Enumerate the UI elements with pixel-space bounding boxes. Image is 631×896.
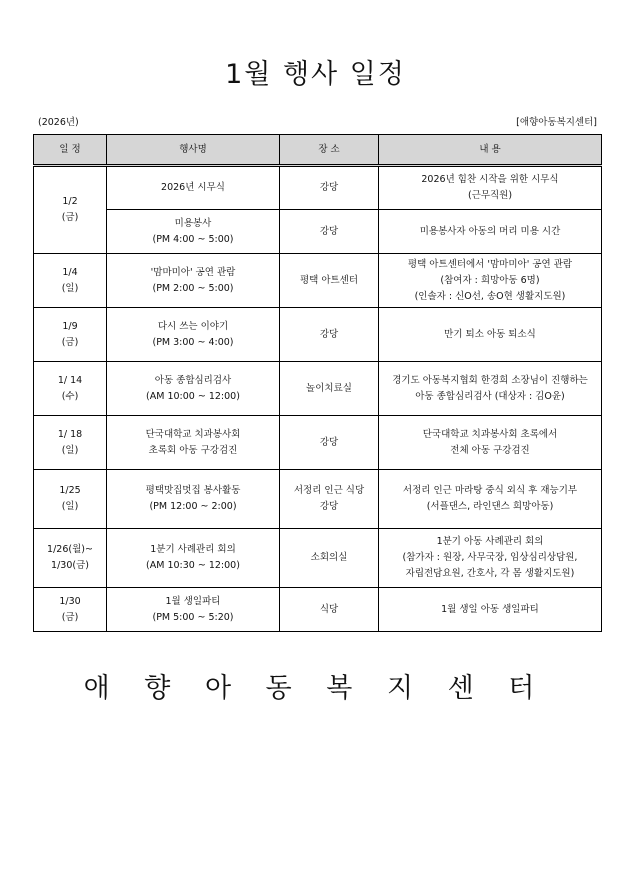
date-line: (일) [61,444,79,456]
schedule-body [34,166,602,632]
content-line: 1분기 아동 사례관리 회의 [436,536,544,547]
date-cell [34,529,107,588]
event-cell [107,254,280,308]
content-cell [379,254,602,308]
date-line: 1/25 [59,485,81,496]
content-line: 평택 아트센터에서 '맘마미아' 공연 관람 [407,258,573,270]
content-line: 만기 퇴소 아동 퇴소식 [444,328,536,340]
content-line: 단국대학교 치과봉사회 초록에서 [422,428,558,440]
content-cell [379,416,602,470]
place-line: 강당 [319,501,339,512]
place-line: 강당 [319,436,339,448]
place-line: 강당 [319,328,339,340]
event-cell [107,166,280,210]
column-header-date: 일 정 [34,135,107,166]
event-cell [107,362,280,416]
event-line: (AM 10:00 ~ 12:00) [146,390,240,402]
place-cell [280,362,379,416]
date-line: (일) [61,501,79,512]
schedule-table [33,134,602,632]
place-line: 강당 [319,182,339,193]
content-line: (참여자 : 희망아동 6명) [440,274,540,286]
date-cell [34,588,107,632]
meta-row [34,114,601,128]
event-cell [107,470,280,529]
date-line: (일) [61,282,79,294]
place-line: 소회의실 [310,552,348,563]
event-line: (AM 10:30 ~ 12:00) [146,560,240,571]
event-line: 1분기 사례관리 회의 [150,544,236,555]
content-line: 1월 생일 아동 생일파티 [441,603,539,615]
table-row [34,588,602,632]
date-line: 1/ 18 [57,428,83,440]
table-row [34,529,602,588]
date-line: (수) [61,390,79,402]
date-line: 1/26(월)~ [47,544,93,555]
content-line: 전체 아동 구강검진 [450,444,530,456]
date-cell [34,470,107,529]
content-cell [379,210,602,254]
event-line: '맘마미아' 공연 관람 [150,266,236,278]
date-cell [34,416,107,470]
date-cell [34,254,107,308]
content-line: 미용봉사자 아동의 머리 미용 시간 [419,225,561,237]
content-cell [379,588,602,632]
content-cell [379,362,602,416]
table-row [34,416,602,470]
event-cell [107,416,280,470]
table-row [34,166,602,210]
table-row [34,210,602,254]
organization-label: [애향아동복지센터] [516,117,597,128]
content-line: 경기도 아동복지협회 한경희 소장님이 진행하는 [392,374,588,386]
table-row [34,470,602,529]
table-row [34,362,602,416]
date-line: 1/30 [59,595,81,607]
content-line: 서정리 인근 마라탕 중식 외식 후 재능기부 [402,485,578,496]
event-line: 단국대학교 치과봉사회 [145,428,241,440]
place-cell [280,588,379,632]
place-cell [280,166,379,210]
footer-organization-name: 애 향 아 동 복 지 센 터 [83,673,548,704]
place-cell [280,529,379,588]
content-cell [379,308,602,362]
event-line: 초록회 아동 구강검진 [148,444,238,456]
date-line: (금) [61,336,79,348]
place-line: 식당 [319,603,339,615]
date-line: (금) [61,611,79,623]
event-line: (PM 2:00 ~ 5:00) [152,282,234,294]
content-cell [379,470,602,529]
column-header-place: 장 소 [280,135,379,166]
date-line: (금) [61,212,79,223]
content-line: 아동 종합심리검사 (대상자 : 김O윤) [415,390,565,402]
column-header-event: 행사명 [107,135,280,166]
event-cell [107,529,280,588]
place-line: 강당 [319,225,339,237]
date-line: 1/9 [62,320,78,332]
event-line: (PM 3:00 ~ 4:00) [152,336,234,348]
event-line: 평택맛집멋집 봉사활동 [145,485,241,496]
place-cell [280,210,379,254]
event-cell [107,308,280,362]
date-line: 1/2 [62,196,78,207]
content-line: (참가자 : 원장, 사무국장, 임상심리상담원, [402,552,578,563]
date-cell [34,166,107,254]
table-row [34,254,602,308]
place-cell [280,416,379,470]
content-line: (근무직원) [467,190,513,201]
event-line: 2026년 시무식 [161,182,225,193]
event-line: 1월 생일파티 [165,595,221,607]
place-line: 평택 아트센터 [299,274,359,286]
table-header-row [34,135,602,166]
content-line: 자립전담요원, 간호사, 각 몸 생활지도원) [405,568,575,579]
content-line: 2026년 힘찬 시작을 위한 시무식 [421,174,559,185]
event-line: 다시 쓰는 이야기 [157,320,229,332]
event-cell [107,588,280,632]
year-label: (2026년) [38,117,79,128]
content-line: (인솔자 : 신O선, 송O현 생활지도원) [414,290,566,302]
place-cell [280,308,379,362]
event-cell [107,210,280,254]
date-cell [34,362,107,416]
column-header-content: 내 용 [379,135,602,166]
page-title: 1월 행사 일정 [225,59,406,90]
content-line: (서플댄스, 라인댄스 희망아동) [426,501,554,512]
date-line: 1/ 14 [57,374,83,386]
date-line: 1/4 [62,266,78,278]
place-line: 놀이치료실 [306,382,352,394]
date-line: 1/30(금) [51,560,89,571]
content-cell [379,166,602,210]
event-line: 아동 종합심리검사 [154,374,232,386]
place-cell [280,470,379,529]
content-cell [379,529,602,588]
place-line: 서정리 인근 식당 [293,485,365,496]
event-line: (PM 5:00 ~ 5:20) [152,611,234,623]
date-cell [34,308,107,362]
table-row [34,308,602,362]
place-cell [280,254,379,308]
event-line: 미용봉사 [174,217,212,229]
event-line: (PM 12:00 ~ 2:00) [149,501,237,512]
event-line: (PM 4:00 ~ 5:00) [152,233,234,245]
